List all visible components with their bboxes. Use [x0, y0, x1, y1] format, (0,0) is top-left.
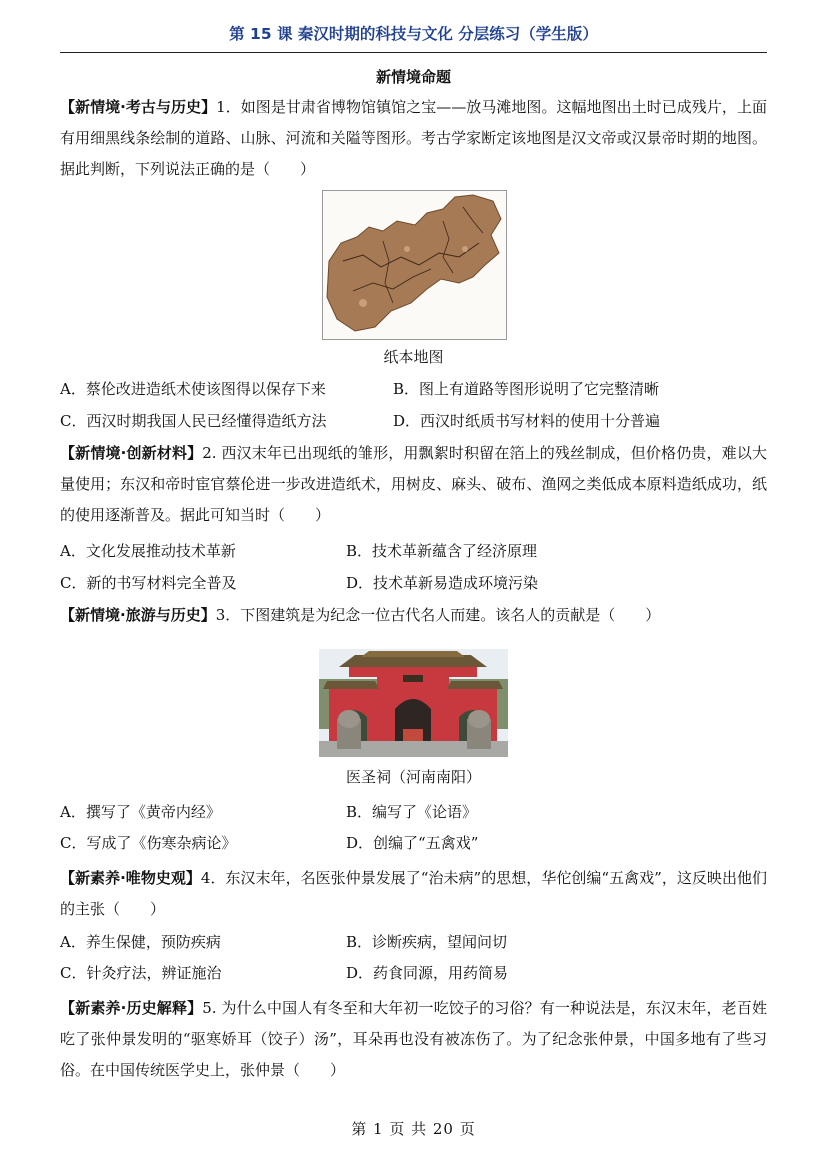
question-3 [60, 600, 767, 631]
question-3-tag: 【新情境·旅游与历史】 [60, 606, 216, 624]
question-5-tag: 【新素养·历史解释】 [60, 999, 203, 1017]
shrine-gate-image [319, 649, 508, 757]
section-title: 新情境命题 [375, 68, 451, 86]
header-rule [60, 52, 767, 53]
question-1-option-c[interactable]: C．西汉时期我国人民已经懂得造纸方法 [60, 412, 327, 430]
question-4-tag: 【新素养·唯物史观】 [60, 869, 201, 887]
question-2-option-b[interactable]: B．技术革新蕴含了经济原理 [346, 542, 538, 560]
question-1-option-a[interactable]: A．蔡伦改进造纸术使该图得以保存下来 [60, 380, 326, 398]
question-4-stem: 4．东汉末年，名医张仲景发展了“治未病”的思想，华佗创编“五禽戏”，这反映出他们的主张（ ） [60, 869, 767, 918]
question-3-option-d[interactable]: D．创编了“五禽戏” [346, 834, 479, 852]
question-3-option-a[interactable]: A．撰写了《黄帝内经》 [60, 803, 221, 821]
figure-3-caption: 医圣祠（河南南阳） [345, 768, 481, 786]
page-number-footer: 第 1 页 共 20 页 [351, 1120, 476, 1138]
question-3-options-row-2 [60, 828, 767, 859]
question-4 [60, 863, 767, 925]
question-2-option-c[interactable]: C．新的书写材料完全普及 [60, 574, 237, 592]
question-2-stem: 2. 西汉末年已出现纸的雏形，用飘絮时积留在箔上的残丝制成，但价格仍贵，难以大量使用；东汉和帝时宦官蔡伦进一步改进造纸术，用树皮、麻头、破布、渔网之类低成本原料造纸成功，纸的使用逐渐普及。据此可知当时（ ） [60, 444, 767, 524]
question-2-options-row-2 [60, 568, 767, 599]
question-2 [60, 438, 767, 531]
map-figure [322, 190, 507, 340]
question-2-tag: 【新情境·创新材料】 [60, 444, 203, 462]
question-3-stem: 3．下图建筑是为纪念一位古代名人而建。该名人的贡献是（ ） [215, 606, 661, 624]
question-4-option-b[interactable]: B．诊断疾病，望闻问切 [346, 933, 508, 951]
map-fragment-image [323, 191, 506, 339]
question-4-option-d[interactable]: D．药食同源，用药简易 [346, 964, 509, 982]
question-5-stem: 5. 为什么中国人有冬至和大年初一吃饺子的习俗？有一种说法是，东汉末年，老百姓吃了张仲景发明的“驱寒娇耳（饺子）汤”，耳朵再也没有被冻伤了。为了纪念张仲景，中国多地有了些习俗。在中国传统医学史上，张仲景（ ） [60, 999, 767, 1079]
question-2-option-a[interactable]: A．文化发展推动技术革新 [60, 542, 236, 560]
question-4-option-a[interactable]: A．养生保健，预防疾病 [60, 933, 221, 951]
question-4-option-c[interactable]: C．针灸疗法，辨证施治 [60, 964, 222, 982]
question-3-option-b[interactable]: B．编写了《论语》 [346, 803, 478, 821]
question-1-options-row-2 [60, 406, 767, 437]
question-1-stem: 1．如图是甘肃省博物馆镇馆之宝——放马滩地图。这幅地图出土时已成残片，上面有用细黑线条绘制的道路、山脉、河流和关隘等图形。考古学家断定该地图是汉文帝或汉景帝时期的地图。据此判断，下列说法正确的是（ ） [60, 98, 767, 178]
figure-1-caption: 纸本地图 [383, 348, 444, 366]
question-3-options-row-1 [60, 797, 767, 828]
header-title: 第 15 课 秦汉时期的科技与文化 分层练习（学生版） [229, 25, 598, 43]
question-4-options-row-1 [60, 927, 767, 958]
question-5 [60, 993, 767, 1086]
question-2-option-d[interactable]: D．技术革新易造成环境污染 [346, 574, 539, 592]
question-1-option-b[interactable]: B．图上有道路等图形说明了它完整清晰 [393, 380, 660, 398]
question-4-options-row-2 [60, 958, 767, 989]
question-1-tag: 【新情境·考古与历史】 [60, 98, 217, 116]
shrine-figure [319, 649, 508, 757]
question-1-options-row-1 [60, 374, 767, 405]
question-1-option-d[interactable]: D．西汉时纸质书写材料的使用十分普遍 [393, 412, 661, 430]
question-1 [60, 92, 767, 185]
question-3-option-c[interactable]: C．写成了《伤寒杂病论》 [60, 834, 237, 852]
question-2-options-row-1 [60, 536, 767, 567]
